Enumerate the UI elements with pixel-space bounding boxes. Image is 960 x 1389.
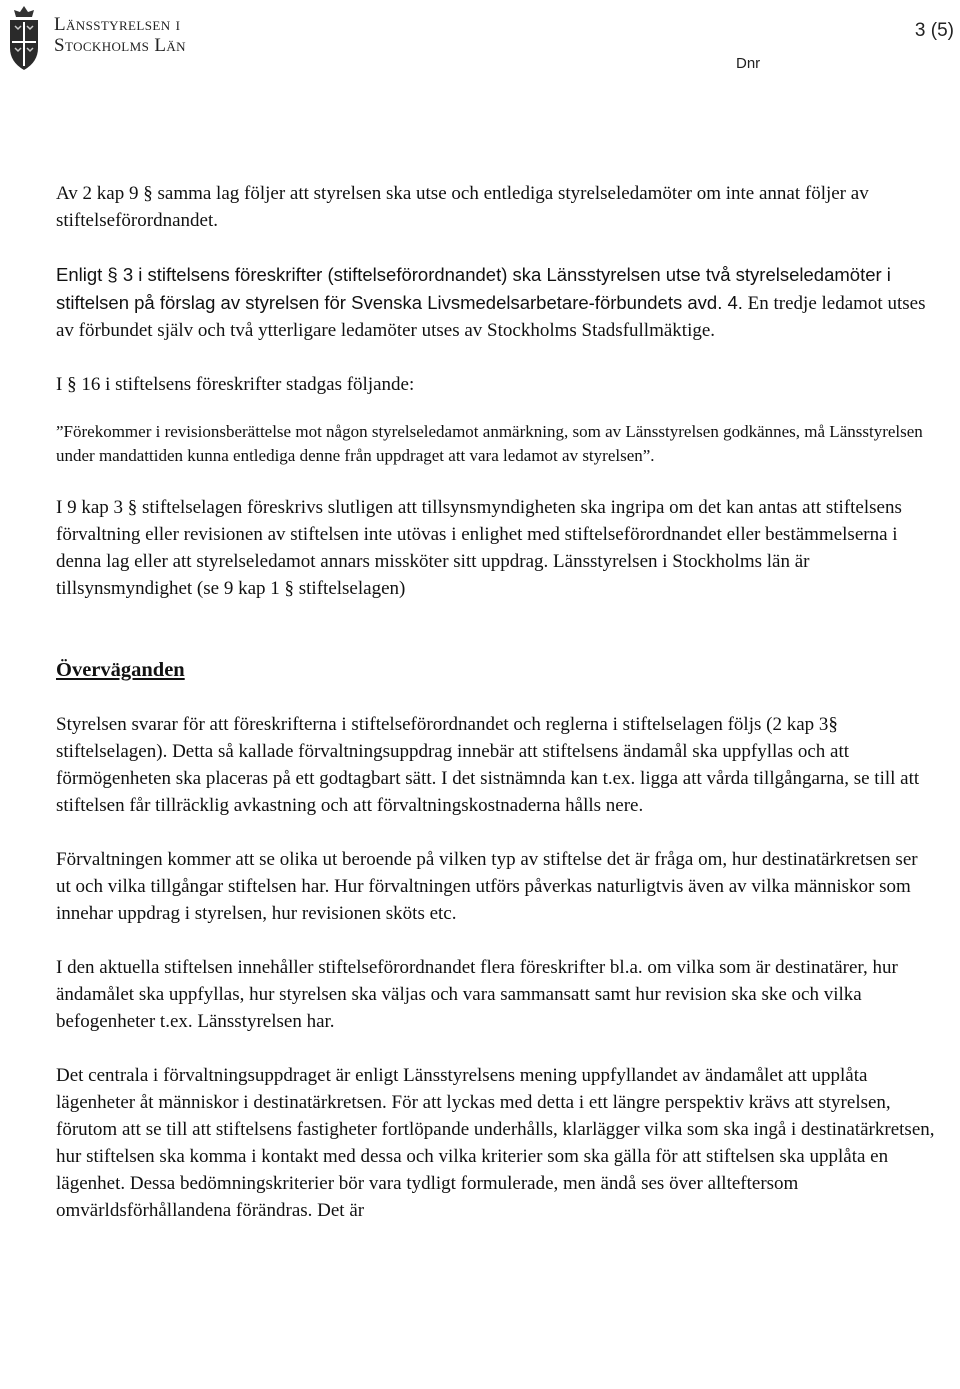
page-number: 3 (5) — [914, 20, 954, 41]
paragraph-2-part-b: En tredje ledamot utses av förbundet själv och två ytterligare ledamöter utses av Stockholms Stadsfullmäktige. — [56, 293, 926, 341]
paragraph-5: Styrelsen svarar för att föreskrifterna i stiftelseförordnandet och reglerna i stiftelselagen följs (2 kap 3§ stiftelselagen). Detta så kallade förvaltningsuppdrag innebär att stiftelsens ändamål ska uppfyllas och att förmögenheten ska placeras på ett godtagbart sätt. I det sistnämnda kan t.ex. ligga att vårda tillgångarna, se till att stiftelsen får tillräcklig avkastning och att förvaltningskostnaderna hålls nere. — [56, 714, 920, 816]
paragraph-7: I den aktuella stiftelsen innehåller stiftelseförordnandet flera föreskrifter bl.a. om vilka som är destinatärer, hur ändamålet ska uppfyllas, hur styrelsen ska väljas och vara sammansatt samt hur revision ska ske och vilka befogenheter t.ex. Länsstyrelsen har. — [56, 957, 898, 1032]
dnr-label: Dnr — [736, 55, 761, 72]
paragraph-4-part-a: I 9 kap 3 § stiftelselagen föreskrivs slutligen att tillsynsmyndigheten ska ingripa om det kan antas att stiftelsens förvaltning eller revisionen av stiftelsen inte utövas i enlighet med stiftelseförordnandet eller bestämmelserna i denna lag eller att styrelseledamot annars missköter sitt uppdrag. — [56, 497, 902, 572]
paragraph-8: Det centrala i förvaltningsuppdraget är enligt Länsstyrelsens mening uppfyllandet av ändamålet att upplåta lägenheter åt människor i destinatärkretsen. För att lyckas med detta i ett längre perspektiv krävs att styrelsen, förutom att se till att stiftelsens fastigheter fortlöpande underhålls, klarlägger vilka som ska ingå i destinatärkretsen, hur stiftelsen ska komma i kontakt med dessa och vilka kriterier som ska gälla för att stiftelsen ska upplåta en lägenhet. Dessa bedömningskriterier bör vara tydligt formulerade, men ändå ses över allteftersom omvärldsförhållandena förändras. Det är — [56, 1065, 935, 1221]
county-coat-of-arms-logo — [4, 4, 44, 74]
organization-name — [54, 14, 186, 56]
paragraph-4 — [56, 494, 936, 602]
organization-name-line1: Länsstyrelsen i — [54, 14, 181, 35]
paragraph-6: Förvaltningen kommer att se olika ut beroende på vilken typ av stiftelse det är fråga om, hur destinatärkretsen ser ut och vilka tillgångar stiftelsen har. Hur förvaltningen utförs påverkas naturligtvis även av vilka människor som innehar uppdrag i styrelsen, hur revisionen sköts etc. — [56, 849, 918, 924]
paragraph-2-part-a: Enligt § 3 i stiftelsens föreskrifter (stiftelseförordnandet) ska Länsstyrelsen utse två styrelseledamöter i stiftelsen på förslag av styrelsen för Svenska Livsmedelsarbetare-förbundets avd. 4. — [56, 264, 891, 313]
section-heading: Överväganden — [56, 659, 185, 681]
paragraph-3: I § 16 i stiftelsens föreskrifter stadgas följande: — [56, 374, 415, 395]
quoted-regulation: ”Förekommer i revisionsberättelse mot någon styrelseledamot anmärkning, som av Länsstyrelsen godkännes, må Länsstyrelsen under mandattiden kunna entlediga denne från uppdraget att vara ledamot av styrelsen”. — [56, 422, 923, 465]
document-body — [56, 180, 936, 1224]
organization-name-line2: Stockholms Län — [54, 35, 186, 56]
paragraph-2 — [56, 261, 936, 344]
paragraph-4-part-b: Länsstyrelsen i Stockholms län är tillsynsmyndighet (se 9 kap 1 § stiftelselagen) — [56, 551, 810, 599]
paragraph-1: Av 2 kap 9 § samma lag följer att styrelsen ska utse och entlediga styrelseledamöter om inte annat följer av stiftelseförordnandet. — [56, 183, 869, 231]
